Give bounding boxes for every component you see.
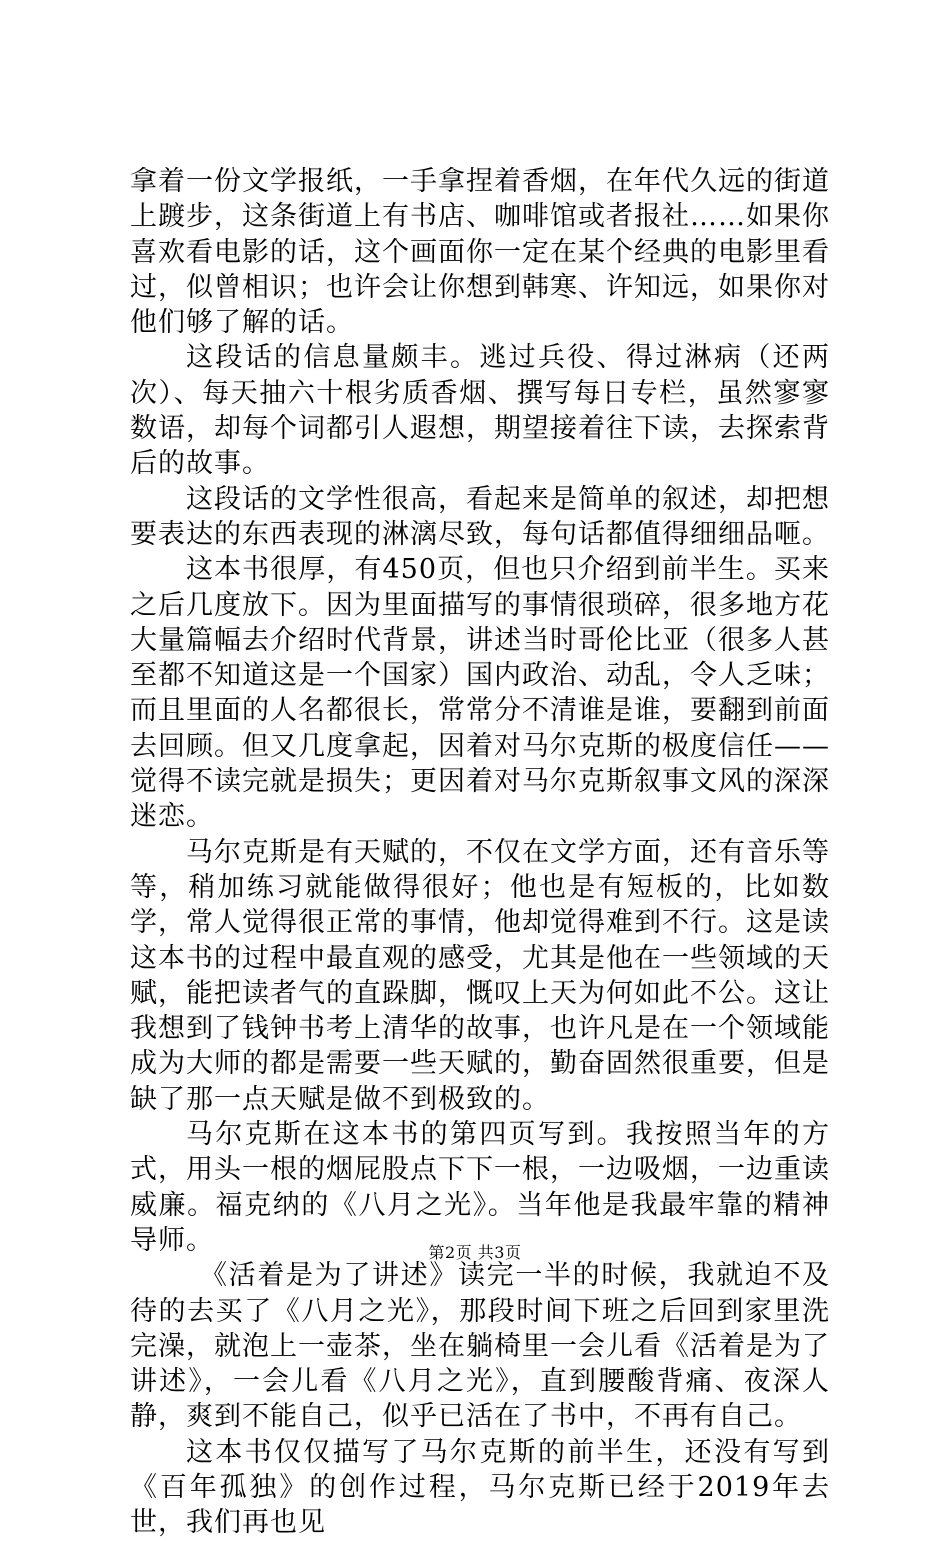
paragraph-1: 拿着一份文学报纸，一手拿捏着香烟，在年代久远的街道上踱步，这条街道上有书店、咖啡馆或者报社……如果你喜欢看电影的话，这个画面你一定在某个经典的电影里看过，似曾相识；也许会让你想到韩寒、许知远，如果你对他们够了解的话。 [130, 166, 830, 339]
paragraph-8: 这本书仅仅描写了马尔克斯的前半生，还没有写到《百年孤独》的创作过程，马尔克斯已经于2019年去世，我们再也见 [130, 1436, 830, 1539]
document-body [130, 164, 830, 1541]
paragraph-5: 马尔克斯是有天赋的，不仅在文学方面，还有音乐等等，稍加练习就能做得很好；他也是有短板的，比如数学，常人觉得很正常的事情，他却觉得难到不行。这是读这本书的过程中最直观的感受，尤其是他在一些领域的天赋，能把读者气的直跺脚，慨叹上天为何如此不公。这让我想到了钱钟书考上清华的故事，也许凡是在一个领域能成为大师的都是需要一些天赋的，勤奋固然很重要，但是缺了那一点天赋是做不到极致的。 [130, 836, 830, 1115]
paragraph-7: 《活着是为了讲述》读完一半的时候，我就迫不及待的去买了《八月之光》，那段时间下班之后回到家里洗完澡，就泡上一壶茶，坐在躺椅里一会儿看《活着是为了讲述》，一会儿看《八月之光》，直到腰酸背痛、夜深人静，爽到不能自己，似乎已活在了书中，不再有自己。 [130, 1260, 830, 1433]
paragraph-6: 马尔克斯在这本书的第四页写到。我按照当年的方式，用头一根的烟屁股点下下一根，一边吸烟，一边重读威廉。福克纳的《八月之光》。当年他是我最牢靠的精神导师。 [130, 1119, 830, 1256]
paragraph-2: 这段话的信息量颇丰。逃过兵役、得过淋病（还两次）、每天抽六十根劣质香烟、撰写每日专栏，虽然寥寥数语，却每个词都引人遐想，期望接着往下读，去探索背后的故事。 [130, 342, 830, 480]
page-number-footer: 第2页 共3页 [428, 1243, 522, 1262]
paragraph-3: 这段话的文学性很高，看起来是简单的叙述，却把想要表达的东西表现的淋漓尽致，每句话都值得细细品咂。 [130, 483, 830, 550]
paragraph-4: 这本书很厚，有450页，但也只介绍到前半生。买来之后几度放下。因为里面描写的事情很琐碎，很多地方花大量篇幅去介绍时代背景，讲述当时哥伦比亚（很多人甚至都不知道这是一个国家）国内政治、动乱，令人乏味；而且里面的人名都很长，常常分不清谁是谁，要翻到前面去回顾。但又几度拿起，因着对马尔克斯的极度信任——觉得不读完就是损失；更因着对马尔克斯叙事文风的深深迷恋。 [130, 554, 830, 833]
